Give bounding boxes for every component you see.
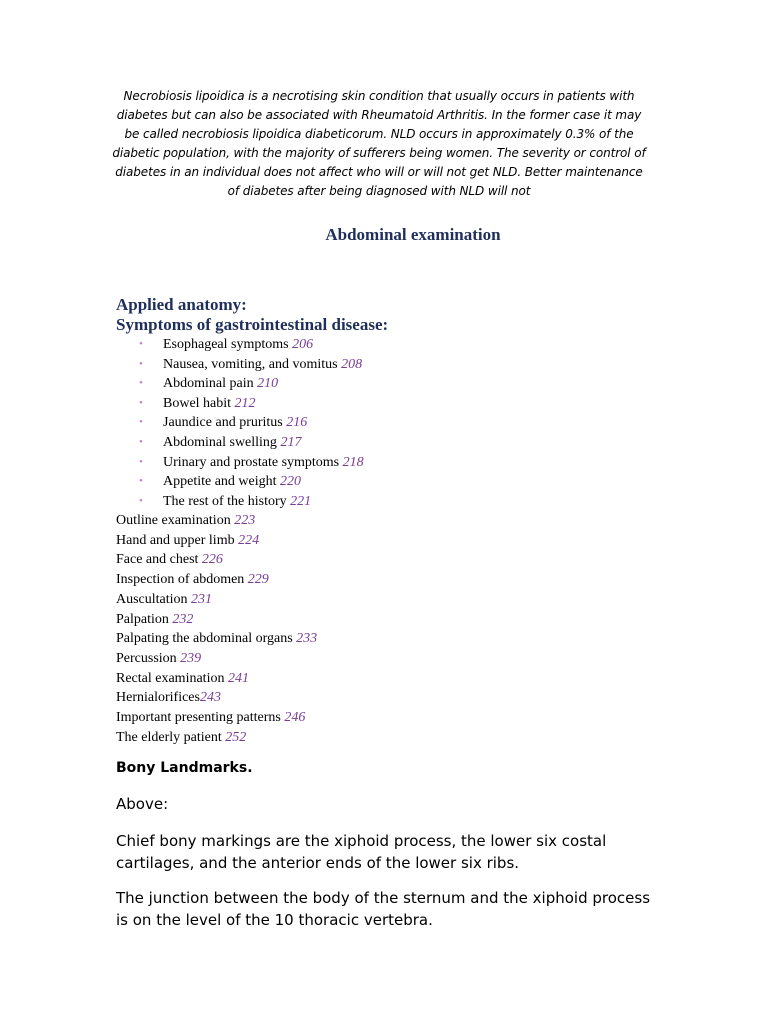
symptom-label: Urinary and prostate symptoms: [163, 454, 343, 470]
symptom-label: The rest of the history: [163, 493, 291, 509]
toc-item: [116, 649, 317, 669]
page-number: 241: [227, 670, 249, 686]
page-number: 232: [172, 611, 194, 627]
toc-label: Hand and upper limb: [116, 532, 239, 548]
toc-label: Percussion: [116, 650, 181, 666]
symptom-label: Jaundice and pruritus: [163, 415, 287, 431]
toc-item: [116, 708, 317, 728]
page-number: 224: [238, 532, 260, 548]
bullet-icon: •: [139, 494, 143, 507]
intro-paragraph: Necrobiosis lipoidica is a necrotising skin condition that usually occurs in patients with diabetes but can also be associated with Rheumatoid Arthritis. In the former case it may be called necrobiosis lipoidica diabeticorum. NLD occurs in approximately 0.3% of the diabetic population, with the majority of sufferers being women. The severity or control of diabetes in an individual does not affect who will or will not get NLD. Better maintenance of diabetes after being diagnosed with NLD will not: [112, 89, 646, 198]
page-number: 217: [280, 434, 302, 450]
symptom-label: Abdominal pain: [163, 376, 258, 392]
bullet-icon: •: [139, 377, 143, 390]
page-number: 218: [342, 454, 364, 470]
toc-item: [116, 688, 317, 708]
bullet-icon: •: [139, 435, 143, 448]
toc-label: Rectal examination: [116, 670, 228, 686]
symptom-item: [116, 335, 364, 355]
symptom-label: Esophageal symptoms: [163, 337, 293, 352]
page-number: 210: [257, 376, 279, 392]
page-number: 252: [225, 729, 247, 745]
page-number: 220: [280, 474, 302, 490]
bullet-icon: •: [139, 396, 143, 409]
toc-item: [116, 629, 317, 649]
page-number: 231: [191, 591, 213, 607]
toc-label: Palpation: [116, 611, 173, 627]
toc-item: [116, 590, 317, 610]
toc-item: [116, 550, 317, 570]
page-title: Abdominal examination: [325, 225, 501, 244]
symptom-item: [116, 472, 364, 492]
toc-label: Outline examination: [116, 513, 235, 528]
symptom-item: [116, 394, 364, 414]
page-number: 246: [284, 710, 306, 726]
symptom-label: Nausea, vomiting, and vomitus: [163, 356, 342, 372]
toc-item: [116, 610, 317, 630]
section-headings: [116, 295, 388, 335]
symptom-item: [116, 453, 364, 473]
bullet-icon: •: [139, 475, 143, 488]
toc-label: Hernialorifices: [116, 690, 200, 706]
toc-label: Auscultation: [116, 591, 192, 607]
page-number: 206: [292, 337, 314, 352]
page-number: 223: [234, 513, 256, 528]
symptom-item: [116, 492, 364, 512]
symptom-label: Abdominal swelling: [163, 434, 281, 450]
bullet-icon: •: [139, 357, 143, 370]
toc-item: [116, 570, 317, 590]
symptom-label: Bowel habit: [163, 395, 235, 411]
page-number: 212: [234, 395, 256, 411]
page-number: 243: [199, 690, 221, 706]
page-number: 208: [341, 356, 363, 372]
bony-landmarks-heading: Bony Landmarks.: [116, 760, 253, 776]
page-number: 239: [180, 650, 202, 666]
page-number: 216: [286, 415, 308, 431]
toc-item: [116, 511, 317, 531]
toc-label: Palpating the abdominal organs: [116, 631, 297, 647]
bullet-icon: •: [139, 416, 143, 429]
symptom-list: [116, 335, 364, 511]
heading-symptoms: Symptoms of gastrointestinal disease:: [116, 315, 389, 334]
bullet-icon: •: [139, 455, 143, 468]
paragraph-bony-markings: Chief bony markings are the xiphoid process, the lower six costal cartilages, and the anterior ends of the lower six ribs.: [116, 832, 607, 872]
toc-label: Inspection of abdomen: [116, 572, 248, 588]
toc-item: [116, 728, 317, 748]
toc-list: [116, 511, 317, 747]
toc-label: The elderly patient: [116, 729, 226, 745]
page-number: 226: [201, 552, 223, 568]
paragraph-sternum-junction: The junction between the body of the sternum and the xiphoid process is on the level of the 10 thoracic vertebra.: [116, 889, 651, 929]
heading-applied-anatomy: Applied anatomy:: [116, 295, 247, 314]
symptom-item: [116, 413, 364, 433]
page-number: 221: [290, 493, 312, 509]
toc-label: Important presenting patterns: [116, 710, 285, 726]
toc-item: [116, 531, 317, 551]
page-number: 229: [247, 572, 269, 588]
symptom-item: [116, 433, 364, 453]
toc-item: [116, 669, 317, 689]
toc-label: Face and chest: [116, 552, 202, 568]
bullet-icon: •: [139, 338, 143, 350]
page-number: 233: [296, 631, 318, 647]
above-label: Above:: [116, 795, 169, 813]
symptom-item: [116, 355, 364, 375]
symptom-item: [116, 374, 364, 394]
symptom-label: Appetite and weight: [163, 474, 281, 490]
